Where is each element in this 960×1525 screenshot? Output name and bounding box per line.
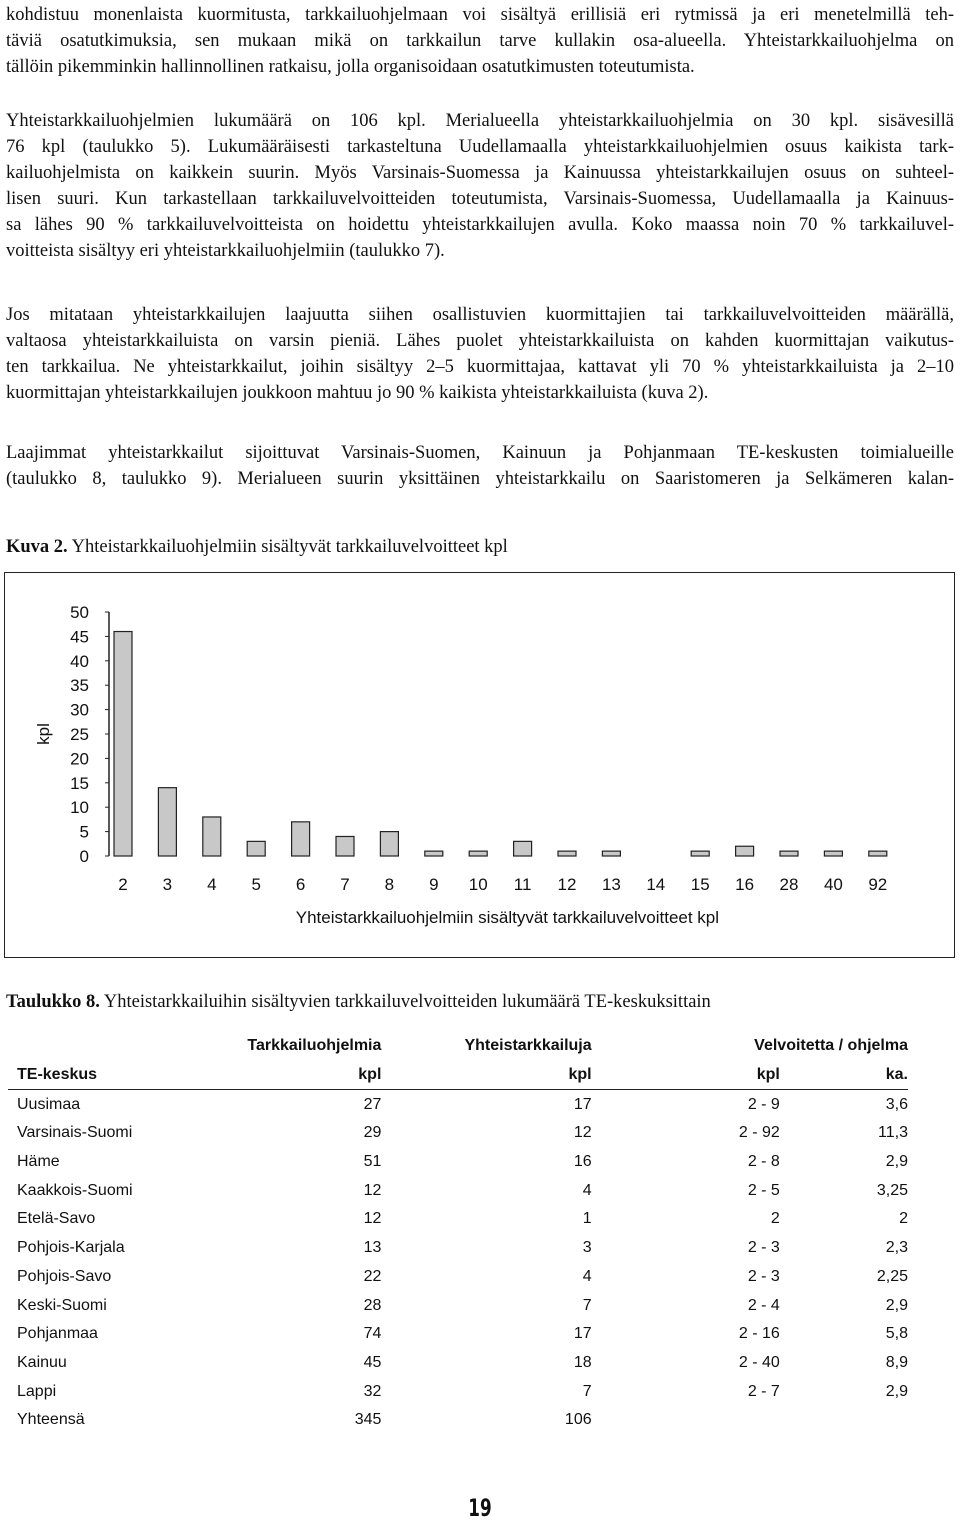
table-subheader-row <box>8 1061 908 1090</box>
bar <box>203 817 221 856</box>
header-cell: kpl <box>247 1061 381 1090</box>
table-cell: 2 <box>899 1210 908 1228</box>
table-row <box>8 1406 908 1435</box>
paragraph-4 <box>6 440 954 492</box>
table-cell: 2 - 8 <box>747 1153 780 1171</box>
table-cell: 2 - 3 <box>747 1239 780 1257</box>
table-cell: 8,9 <box>885 1353 908 1371</box>
bar <box>336 836 354 856</box>
header-cell: Velvoitetta / ohjelma <box>754 1037 908 1055</box>
table-row <box>8 1148 908 1177</box>
table-row <box>8 1205 908 1234</box>
bar <box>292 822 310 856</box>
header-cell: kpl <box>381 1061 591 1090</box>
te-keskus-name-cell: Häme <box>17 1153 60 1171</box>
text-line: 76 kpl (taulukko 5). Lukumääräisesti tarkasteltuna Uudellamaalla yhteistarkkailuohjelmien osuus kaikista tark- <box>6 137 954 157</box>
text-line: voitteista sisältyy eri yhteistarkkailuohjelmiin (taulukko 7). <box>6 241 445 261</box>
figure-caption <box>6 535 508 559</box>
table-cell: 7 <box>582 1382 592 1400</box>
te-keskus-name-cell: Kainuu <box>17 1353 67 1371</box>
table-label: Taulukko 8. <box>6 992 100 1012</box>
y-tick-label: 50 <box>70 603 89 622</box>
y-tick-label: 40 <box>70 651 89 671</box>
text-line: kailuohjelmista on kaikkein suurin. Myös Varsinais-Suomessa ja Kainuussa yhteistarkkailujen osuus on suhteel- <box>6 163 954 183</box>
y-tick-label: 10 <box>70 798 89 818</box>
table-cell: 2,9 <box>885 1296 908 1314</box>
x-tick-label: 10 <box>468 875 488 894</box>
te-keskus-name-cell: Keski-Suomi <box>17 1296 107 1314</box>
te-keskus-name-cell: Uusimaa <box>17 1095 81 1113</box>
table-cell: 3,6 <box>885 1095 908 1113</box>
table-cell: 29 <box>363 1124 382 1142</box>
y-tick-label: 35 <box>70 676 89 696</box>
table-row <box>8 1090 908 1119</box>
x-tick-label: 12 <box>557 875 577 894</box>
table-cell: 27 <box>363 1095 382 1113</box>
table-cell: 2 <box>770 1210 780 1228</box>
x-tick-label: 13 <box>601 875 621 894</box>
table-cell: 2 - 9 <box>747 1095 780 1113</box>
text-line: kohdistuu monenlaista kuormitusta, tarkkailuohjelmaan voi sisältyä erillisiä eri rytmissä ja eri menetelmillä teh- <box>6 5 954 25</box>
table-cell: 5,8 <box>885 1325 908 1343</box>
header-cell: ka. <box>780 1061 908 1090</box>
table-cell: 12 <box>363 1210 382 1228</box>
y-tick-label: 20 <box>70 749 89 769</box>
header-cell: TE-keskus <box>8 1061 247 1090</box>
table-header-row <box>8 1032 908 1061</box>
te-keskus-name-cell: Pohjois-Karjala <box>17 1239 125 1257</box>
table-cell: 17 <box>573 1095 592 1113</box>
table-cell: 12 <box>363 1181 382 1199</box>
header-cell <box>8 1032 247 1061</box>
table-cell: 2,9 <box>885 1153 908 1171</box>
y-axis-label: kpl <box>34 723 53 745</box>
bar <box>380 832 398 856</box>
header-cell: Yhteistarkkailuja <box>464 1037 592 1055</box>
table-cell: 2,25 <box>876 1267 908 1285</box>
text-line: lisen suuri. Kun tarkastellaan tarkkailuvelvoitteiden toteutumista, Varsinais-Suomessa, Uudellamaalla ja Kainuus- <box>6 189 954 209</box>
table-cell: 32 <box>363 1382 382 1400</box>
x-tick-label: 14 <box>646 875 666 894</box>
table-row <box>8 1234 908 1263</box>
paragraph-3 <box>6 302 954 406</box>
te-keskus-name-cell: Lappi <box>17 1382 57 1400</box>
table-cell: 345 <box>354 1411 382 1429</box>
table-cell: 106 <box>564 1411 592 1429</box>
table-cell: 3,25 <box>876 1181 908 1199</box>
page-number: 19 <box>468 1494 492 1522</box>
bar <box>558 851 576 856</box>
x-tick-label: 6 <box>295 875 306 894</box>
x-tick-label: 40 <box>823 875 843 894</box>
figure-caption-text: Yhteistarkkailuohjelmiin sisältyvät tarkkailuvelvoitteet kpl <box>67 537 508 557</box>
paragraph-2 <box>6 108 954 264</box>
table-cell: 13 <box>363 1239 382 1257</box>
bar-chart-svg <box>5 573 956 959</box>
table-row <box>8 1320 908 1349</box>
bar <box>691 851 709 856</box>
table-cell: 45 <box>363 1353 382 1371</box>
bar <box>602 851 620 856</box>
header-cell: Tarkkailuohjelmia <box>247 1037 382 1055</box>
text-line: sa lähes 90 % tarkkailuvelvoitteista on hoidettu yhteistarkkailujen avulla. Koko maassa noin 70 % tarkkailuvel- <box>6 215 954 235</box>
y-tick-label: 15 <box>70 773 89 793</box>
x-tick-label: 2 <box>118 875 128 894</box>
text-line: täviä osatutkimuksia, sen mukaan mikä on tarkkailun tarve kullakin osa-alueella. Yhteistarkkailuohjelma on <box>6 31 954 51</box>
bar <box>469 851 487 856</box>
te-keskus-name-cell: Yhteensä <box>17 1411 85 1429</box>
bar <box>514 841 532 856</box>
x-tick-label: 8 <box>384 875 395 894</box>
bar <box>736 846 754 856</box>
bar <box>114 632 132 856</box>
table-cell: 22 <box>363 1267 382 1285</box>
table-cell: 2 - 16 <box>738 1325 780 1343</box>
table-cell: 3 <box>582 1239 592 1257</box>
text-line: (taulukko 8, taulukko 9). Merialueen suurin yksittäinen yhteistarkkailu on Saaristomeren ja Selkämeren kalan- <box>6 469 954 489</box>
paragraph-1 <box>6 2 954 80</box>
te-keskus-name-cell: Etelä-Savo <box>17 1210 96 1228</box>
table-row <box>8 1349 908 1378</box>
text-line: Jos mitataan yhteistarkkailujen laajuutta siihen osallistuvien kuormittajien tai tarkkailuvelvoitteiden määrällä, <box>6 305 954 325</box>
table-cell: 2 - 5 <box>747 1181 780 1199</box>
y-tick-label: 25 <box>70 725 89 744</box>
text-line: ten tarkkailua. Ne yhteistarkkailut, joihin sisältyy 2–5 kuormittajaa, kattavat yli 70 % yhteistarkkailuista ja 2–10 <box>6 357 954 377</box>
table-cell: 17 <box>573 1325 592 1343</box>
te-keskus-name-cell: Pohjanmaa <box>17 1325 98 1343</box>
x-axis-label: Yhteistarkkailuohjelmiin sisältyvät tarkkailuvelvoitteet kpl <box>295 908 720 927</box>
x-tick-label: 92 <box>868 875 888 894</box>
x-tick-label: 11 <box>513 875 532 894</box>
bar <box>780 851 798 856</box>
x-tick-label: 16 <box>735 875 755 894</box>
table-row <box>8 1176 908 1205</box>
table-cell: 12 <box>573 1124 592 1142</box>
table-row <box>8 1119 908 1148</box>
header-cell: kpl <box>592 1061 780 1090</box>
table-caption-text: Yhteistarkkailuihin sisältyvien tarkkailuvelvoitteiden lukumäärä TE-keskuksittain <box>99 992 711 1012</box>
x-tick-label: 7 <box>340 875 350 894</box>
table-cell: 51 <box>363 1153 382 1171</box>
figure-label: Kuva 2. <box>6 537 68 557</box>
y-tick-label: 30 <box>70 700 89 720</box>
text-line: Yhteistarkkailuohjelmien lukumäärä on 106 kpl. Merialueella yhteistarkkailuohjelmia on 30 kpl. sisävesillä <box>6 111 954 131</box>
te-keskus-table <box>8 1032 908 1435</box>
te-keskus-name-cell: Varsinais-Suomi <box>17 1124 133 1142</box>
y-tick-label: 0 <box>79 847 89 866</box>
bar-chart <box>4 572 955 958</box>
table-cell: 74 <box>363 1325 382 1343</box>
table-cell: 4 <box>582 1267 592 1285</box>
table-cell: 2 - 40 <box>738 1353 780 1371</box>
table-cell: 2,9 <box>885 1382 908 1400</box>
table-cell: 2 - 92 <box>738 1124 780 1142</box>
table-caption <box>6 990 711 1014</box>
table-cell: 2 - 7 <box>747 1382 780 1400</box>
table-row <box>8 1377 908 1406</box>
table-cell: 1 <box>582 1210 592 1228</box>
table-cell: 2,3 <box>885 1239 908 1257</box>
x-tick-label: 4 <box>207 875 217 894</box>
table-cell: 18 <box>573 1353 592 1371</box>
bar <box>425 851 443 856</box>
table-cell <box>592 1406 780 1435</box>
table-cell: 11,3 <box>878 1124 908 1142</box>
y-tick-label: 45 <box>70 627 89 647</box>
y-tick-label: 5 <box>79 822 89 842</box>
bar <box>158 788 176 856</box>
text-line: valtaosa yhteistarkkailuista on varsin pieniä. Lähes puolet yhteistarkkailuista on kahden kuormittajan vaikutus- <box>6 331 954 351</box>
text-line: tällöin pikemminkin hallinnollinen ratkaisu, jolla organisoidaan osatutkimusten toteutumista. <box>6 57 695 77</box>
bar <box>869 851 887 856</box>
table-cell <box>780 1406 908 1435</box>
te-keskus-name-cell: Pohjois-Savo <box>17 1267 112 1285</box>
bar <box>824 851 842 856</box>
table-cell: 2 - 4 <box>747 1296 780 1314</box>
x-tick-label: 15 <box>690 875 710 894</box>
bar <box>247 841 265 856</box>
x-tick-label: 5 <box>251 875 261 894</box>
text-line: kuormittajan yhteistarkkailujen joukkoon mahtuu jo 90 % kaikista yhteistarkkailuista (kuva 2). <box>6 383 709 403</box>
x-tick-label: 9 <box>429 875 439 894</box>
x-tick-label: 3 <box>162 875 173 894</box>
table-row <box>8 1263 908 1292</box>
table-cell: 4 <box>582 1181 592 1199</box>
te-keskus-name-cell: Kaakkois-Suomi <box>17 1181 133 1199</box>
table-cell: 2 - 3 <box>747 1267 780 1285</box>
table-row <box>8 1291 908 1320</box>
text-line: Laajimmat yhteistarkkailut sijoittuvat Varsinais-Suomen, Kainuun ja Pohjanmaan TE-keskusten toimialueille <box>6 443 954 463</box>
table-cell: 16 <box>573 1153 592 1171</box>
table-cell: 7 <box>582 1296 592 1314</box>
table-cell: 28 <box>363 1296 382 1314</box>
x-tick-label: 28 <box>779 875 799 894</box>
